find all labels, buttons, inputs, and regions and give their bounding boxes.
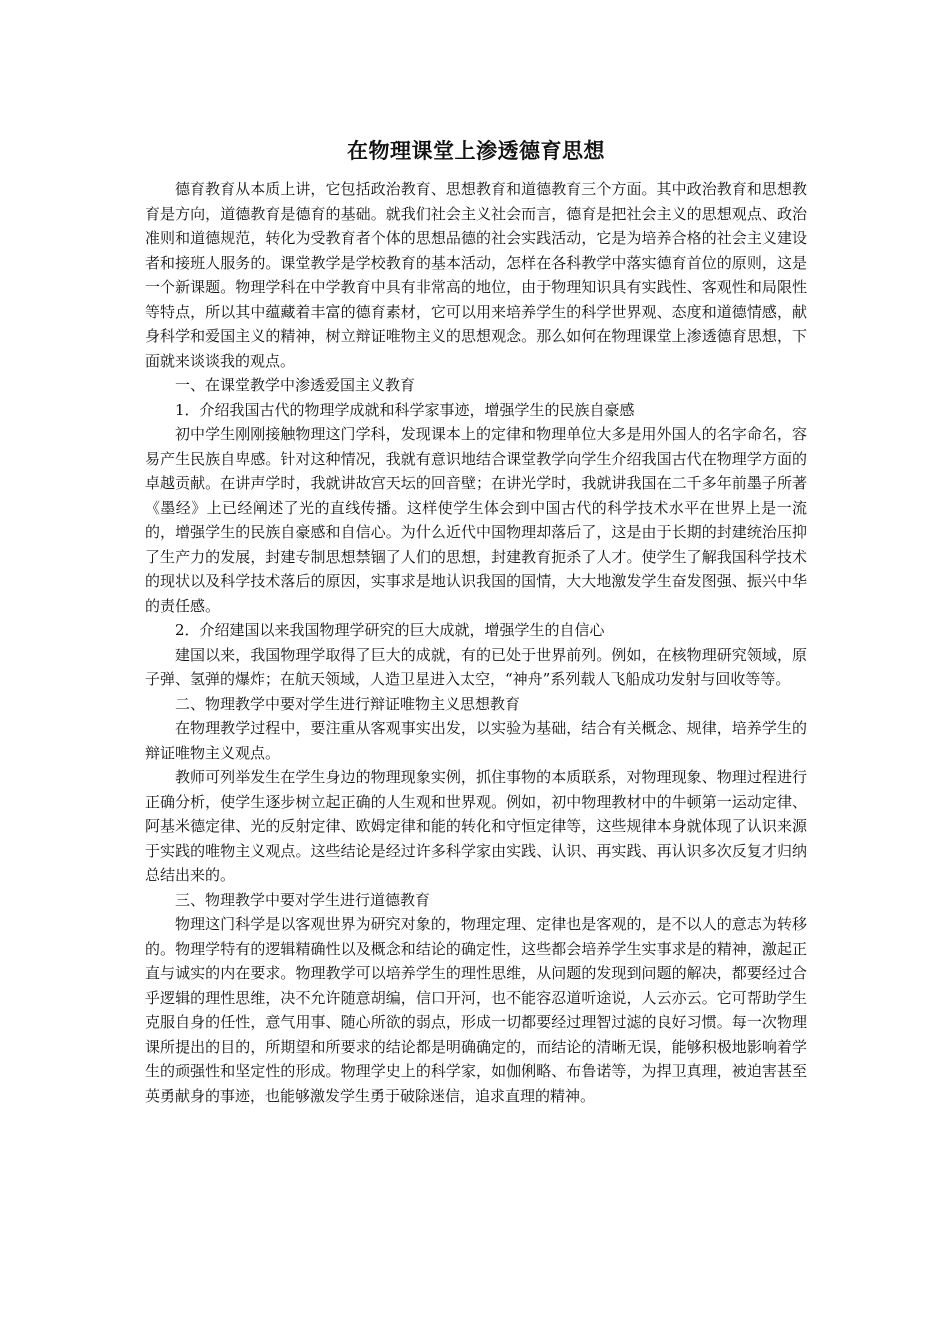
document-title: 在物理课堂上渗透德育思想 [347,139,605,163]
paragraph-moral-education: 物理这门科学是以客观世界为研究对象的，物理定理、定律也是客观的，是不以人的意志为转移的。物理学特有的逻辑精确性以及概念和结论的确定性，这些都会培养学生实事求是的精神，激起正直与诚实的内在要求。物理教学可以培养学生的理性思维，从问题的发现到问题的解决，都要经过合乎逻辑的理性思维，决不允许随意胡编，信口开河，也不能容忍道听途说，人云亦云。它可帮助学生克服自身的任性，意气用事、随心所欲的弱点，形成一切都要经过理智过滤的良好习惯。每一次物理课所提出的目的，所期望和所要求的结论都是明确确定的，而结论的清晰无误，能够积极地影响着学生的顽强性和坚定性的形成。物理学史上的科学家，如伽俐略、布鲁诺等，为捍卫真理，被迫害甚至英勇献身的事迹，也能够激发学生勇于破除迷信，追求直理的精神。 [145,915,807,1105]
paragraph-modern-achievements: 建国以来，我国物理学取得了巨大的成就，有的已处于世界前列。例如，在核物理研究领域，原子弹、氢弹的爆炸；在航天领域，人造卫星进入太空，“神舟”系列载人飞船成功发射与回收等等。 [145,645,807,688]
paragraph-experiment-basis: 在物理教学过程中，要注重从客观事实出发，以实验为基础，结合有关概念、规律，培养学生的辩证唯物主义观点。 [145,719,807,762]
subheading-modern-achievements: 2．介绍建国以来我国物理学研究的巨大成就，增强学生的自信心 [175,621,605,639]
section-heading-moral-education: 三、物理教学中要对学生进行道德教育 [175,890,431,909]
subheading-ancient-achievements: 1．介绍我国古代的物理学成就和科学家事迹，增强学生的民族自豪感 [175,400,635,419]
paragraph-intro: 德育教育从本质上讲，它包括政治教育、思想教育和道德教育三个方面。其中政治教育和思想教育是方向，道德教育是德育的基础。就我们社会主义社会而言，德育是把社会主义的思想观点、政治准则和道德规范，转化为受教育者个体的思想品德的社会实践活动，它是为培养合格的社会主义建设者和接班人服务的。课堂教学是学校教育的基本活动，怎样在各科教学中落实德育首位的原则，这是一个新课题。物理学科在中学教育中具有非常高的地位，由于物理知识具有实践性、客观性和局限性等特点，所以其中蕴藏着丰富的德育素材，它可以用来培养学生的科学世界观、态度和道德情感，献身科学和爱国主义的精神，树立辩证唯物主义的思想观念。那么如何在物理课堂上渗透德育思想，下面就来谈谈我的观点。 [145,180,807,370]
document-body [145,177,807,1108]
document-page [145,135,807,1108]
paragraph-physical-laws: 教师可列举发生在学生身边的物理现象实例，抓住事物的本质联系，对物理现象、物理过程进行正确分析，使学生逐步树立起正确的人生观和世界观。例如，初中物理教材中的牛顿第一运动定律、阿基米德定律、光的反射定律、欧姆定律和能的转化和守恒定律等，这些规律本身就体现了认识来源于实践的唯物主义观点。这些结论是经过许多科学家由实践、认识、再实践、再认识多次反复才归纳总结出来的。 [145,768,807,884]
section-heading-patriotism: 一、在课堂教学中渗透爱国主义教育 [175,376,416,394]
section-heading-dialectical-materialism: 二、物理教学中要对学生进行辩证唯物主义思想教育 [175,694,521,713]
paragraph-ancient-achievements: 初中学生刚刚接触物理这门学科，发现课本上的定律和物理单位大多是用外国人的名字命名，容易产生民族自卑感。针对这种情况，我就有意识地结合课堂教学向学生介绍我国古代在物理学方面的卓越贡献。在讲声学时，我就讲故宫天坛的回音壁；在讲光学时，我就讲我国在二千多年前墨子所著《墨经》上已经阐述了光的直线传播。这样使学生体会到中国古代的科学技术水平在世界上是一流的，增强学生的民族自豪感和自信心。为什么近代中国物理却落后了，这是由于长期的封建统治压抑了生产力的发展，封建专制思想禁锢了人们的思想，封建教育扼杀了人才。使学生了解我国科学技术的现状以及科学技术落后的原因，实事求是地认识我国的国情，大大地激发学生奋发图强、振兴中华的责任感。 [145,425,807,615]
